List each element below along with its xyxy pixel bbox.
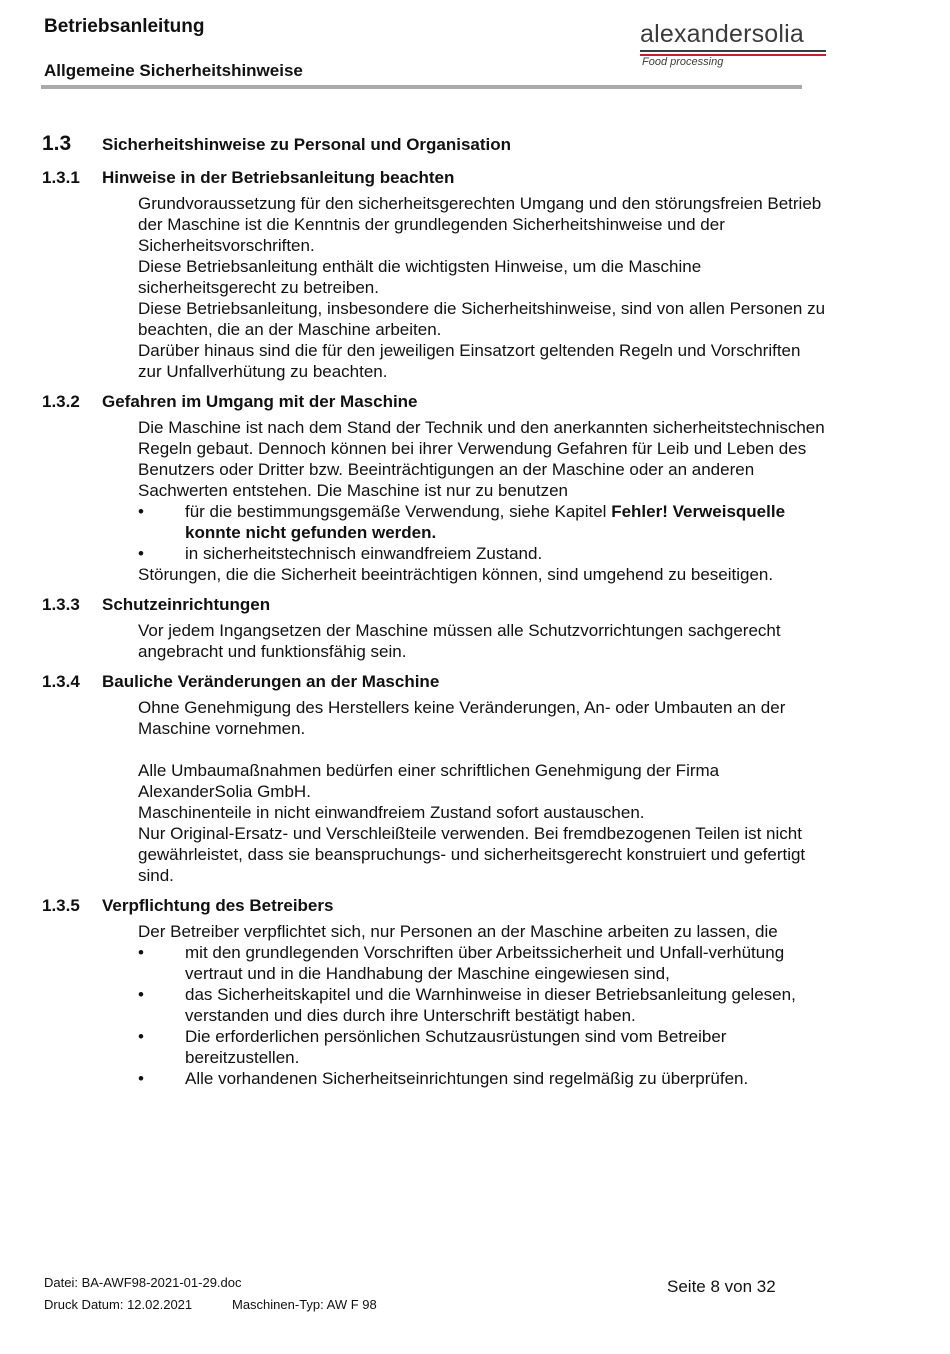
- bullet-text: vertraut und in die Handhabung der Maschine eingewiesen sind,: [185, 964, 670, 983]
- text-line: Sachwerten entstehen. Die Maschine ist nur zu benutzen: [138, 481, 568, 500]
- subsection-text: [138, 417, 902, 585]
- document-subtitle: Allgemeine Sicherheitshinweise: [44, 61, 303, 80]
- subsection-text: [138, 697, 902, 886]
- bullet-item: [138, 942, 902, 984]
- text-line: AlexanderSolia GmbH.: [138, 782, 311, 801]
- text-line: zur Unfallverhütung zu beachten.: [138, 362, 388, 381]
- section-number: 1.3: [42, 132, 72, 155]
- logo-tagline: Food processing: [642, 56, 724, 68]
- bullet-item: [138, 501, 902, 543]
- subsection-title: Gefahren im Umgang mit der Maschine: [102, 392, 418, 411]
- footer-machine-type: Maschinen-Typ: AW F 98: [232, 1297, 377, 1312]
- text-line: sind.: [138, 866, 174, 885]
- text-line: Grundvoraussetzung für den sicherheitsgerechten Umgang und den störungsfreien Betrieb: [138, 194, 822, 213]
- bullet-icon: •: [138, 502, 144, 521]
- text-line: beachten, die an der Maschine arbeiten.: [138, 320, 442, 339]
- subsection-title: Bauliche Veränderungen an der Maschine: [102, 672, 440, 691]
- reference-error-text: Fehler! Verweisquelle: [611, 502, 786, 521]
- subsection-heading: [42, 595, 902, 615]
- subsection-number: 1.3.4: [42, 672, 80, 691]
- bullet-text: in sicherheitstechnisch einwandfreiem Zustand.: [185, 544, 543, 563]
- subsection-text: [138, 921, 902, 1089]
- paragraph-spacer: [138, 739, 902, 760]
- bullet-item: [138, 1026, 902, 1068]
- subsection-heading: [42, 896, 902, 916]
- text-line: gewährleistet, dass sie beanspruchungs- und sicherheitsgerecht konstruiert und gefertigt: [138, 845, 806, 864]
- text-line: der Maschine ist die Kenntnis der grundlegenden Sicherheitshinweise und der: [138, 215, 725, 234]
- subsection-text: [138, 620, 902, 662]
- subsection-title: Hinweise in der Betriebsanleitung beachten: [102, 168, 455, 187]
- subsection-text: [138, 193, 902, 382]
- text-line: Diese Betriebsanleitung, insbesondere die Sicherheitshinweise, sind von allen Personen zu: [138, 299, 826, 318]
- bullet-icon: •: [138, 985, 144, 1004]
- bullet-text: Die erforderlichen persönlichen Schutzausrüstungen sind vom Betreiber: [185, 1027, 727, 1046]
- bullet-item: [138, 984, 902, 1026]
- logo-wordmark: alexandersolia: [640, 20, 805, 48]
- text-line: Vor jedem Ingangsetzen der Maschine müssen alle Schutzvorrichtungen sachgerecht: [138, 621, 781, 640]
- subsection-heading: [42, 168, 902, 188]
- company-logo: [640, 20, 830, 72]
- text-line: Maschinenteile in nicht einwandfreiem Zustand sofort austauschen.: [138, 803, 645, 822]
- subsection-title: Verpflichtung des Betreibers: [102, 896, 334, 915]
- text-line: Regeln gebaut. Dennoch können bei ihrer Verwendung Gefahren für Leib und Leben des: [138, 439, 807, 458]
- bullet-icon: •: [138, 544, 144, 563]
- bullet-icon: •: [138, 1069, 144, 1088]
- bullet-text: verstanden und dies durch ihre Unterschrift bestätigt haben.: [185, 1006, 636, 1025]
- subsection-heading: [42, 392, 902, 412]
- text-line: Ohne Genehmigung des Herstellers keine Veränderungen, An- oder Umbauten an der: [138, 698, 786, 717]
- page-number: Seite 8 von 32: [667, 1277, 776, 1296]
- section-title: Sicherheitshinweise zu Personal und Organisation: [102, 135, 512, 154]
- text-line: Der Betreiber verpflichtet sich, nur Personen an der Maschine arbeiten zu lassen, die: [138, 922, 778, 941]
- text-line: Sicherheitsvorschriften.: [138, 236, 315, 255]
- subsection-title: Schutzeinrichtungen: [102, 595, 271, 614]
- subsection-number: 1.3.2: [42, 392, 80, 411]
- bullet-text: das Sicherheitskapitel und die Warnhinweise in dieser Betriebsanleitung gelesen,: [185, 985, 796, 1004]
- document-body: [42, 132, 902, 1089]
- logo-underline-dark: [640, 50, 826, 52]
- bullet-item: [138, 1068, 902, 1089]
- bullet-icon: •: [138, 1027, 144, 1046]
- footer-file-name: Datei: BA-AWF98-2021-01-29.doc: [44, 1275, 242, 1290]
- bullet-text: mit den grundlegenden Vorschriften über Arbeitssicherheit und Unfall-verhütung: [185, 943, 785, 962]
- text-line: Diese Betriebsanleitung enthält die wichtigsten Hinweise, um die Maschine: [138, 257, 702, 276]
- text-line: Die Maschine ist nach dem Stand der Technik und den anerkannten sicherheitstechnischen: [138, 418, 825, 437]
- text-line: Nur Original-Ersatz- und Verschleißteile verwenden. Bei fremdbezogenen Teilen ist nicht: [138, 824, 802, 843]
- text-line: Alle Umbaumaßnahmen bedürfen einer schriftlichen Genehmigung der Firma: [138, 761, 720, 780]
- bullet-icon: •: [138, 943, 144, 962]
- text-line: Störungen, die die Sicherheit beeinträchtigen können, sind umgehend zu beseitigen.: [138, 565, 774, 584]
- text-line: Maschine vornehmen.: [138, 719, 306, 738]
- document-title: Betriebsanleitung: [44, 16, 205, 37]
- reference-error-text: konnte nicht gefunden werden.: [185, 523, 437, 542]
- text-line: Darüber hinaus sind die für den jeweiligen Einsatzort geltenden Regeln und Vorschriften: [138, 341, 801, 360]
- subsection-number: 1.3.1: [42, 168, 80, 187]
- subsection-number: 1.3.3: [42, 595, 80, 614]
- section-heading: [42, 132, 902, 156]
- subsection-number: 1.3.5: [42, 896, 80, 915]
- header-rule: [41, 85, 802, 89]
- subsection-heading: [42, 672, 902, 692]
- bullet-text: für die bestimmungsgemäße Verwendung, siehe Kapitel: [185, 502, 612, 521]
- text-line: Benutzers oder Dritter bzw. Beeinträchtigungen an der Maschine oder an anderen: [138, 460, 755, 479]
- text-line: angebracht und funktionsfähig sein.: [138, 642, 407, 661]
- bullet-text: bereitzustellen.: [185, 1048, 300, 1067]
- text-line: sicherheitsgerecht zu betreiben.: [138, 278, 379, 297]
- bullet-text: Alle vorhandenen Sicherheitseinrichtungen sind regelmäßig zu überprüfen.: [185, 1069, 749, 1088]
- bullet-item: [138, 543, 902, 564]
- footer-print-date: Druck Datum: 12.02.2021: [44, 1297, 193, 1312]
